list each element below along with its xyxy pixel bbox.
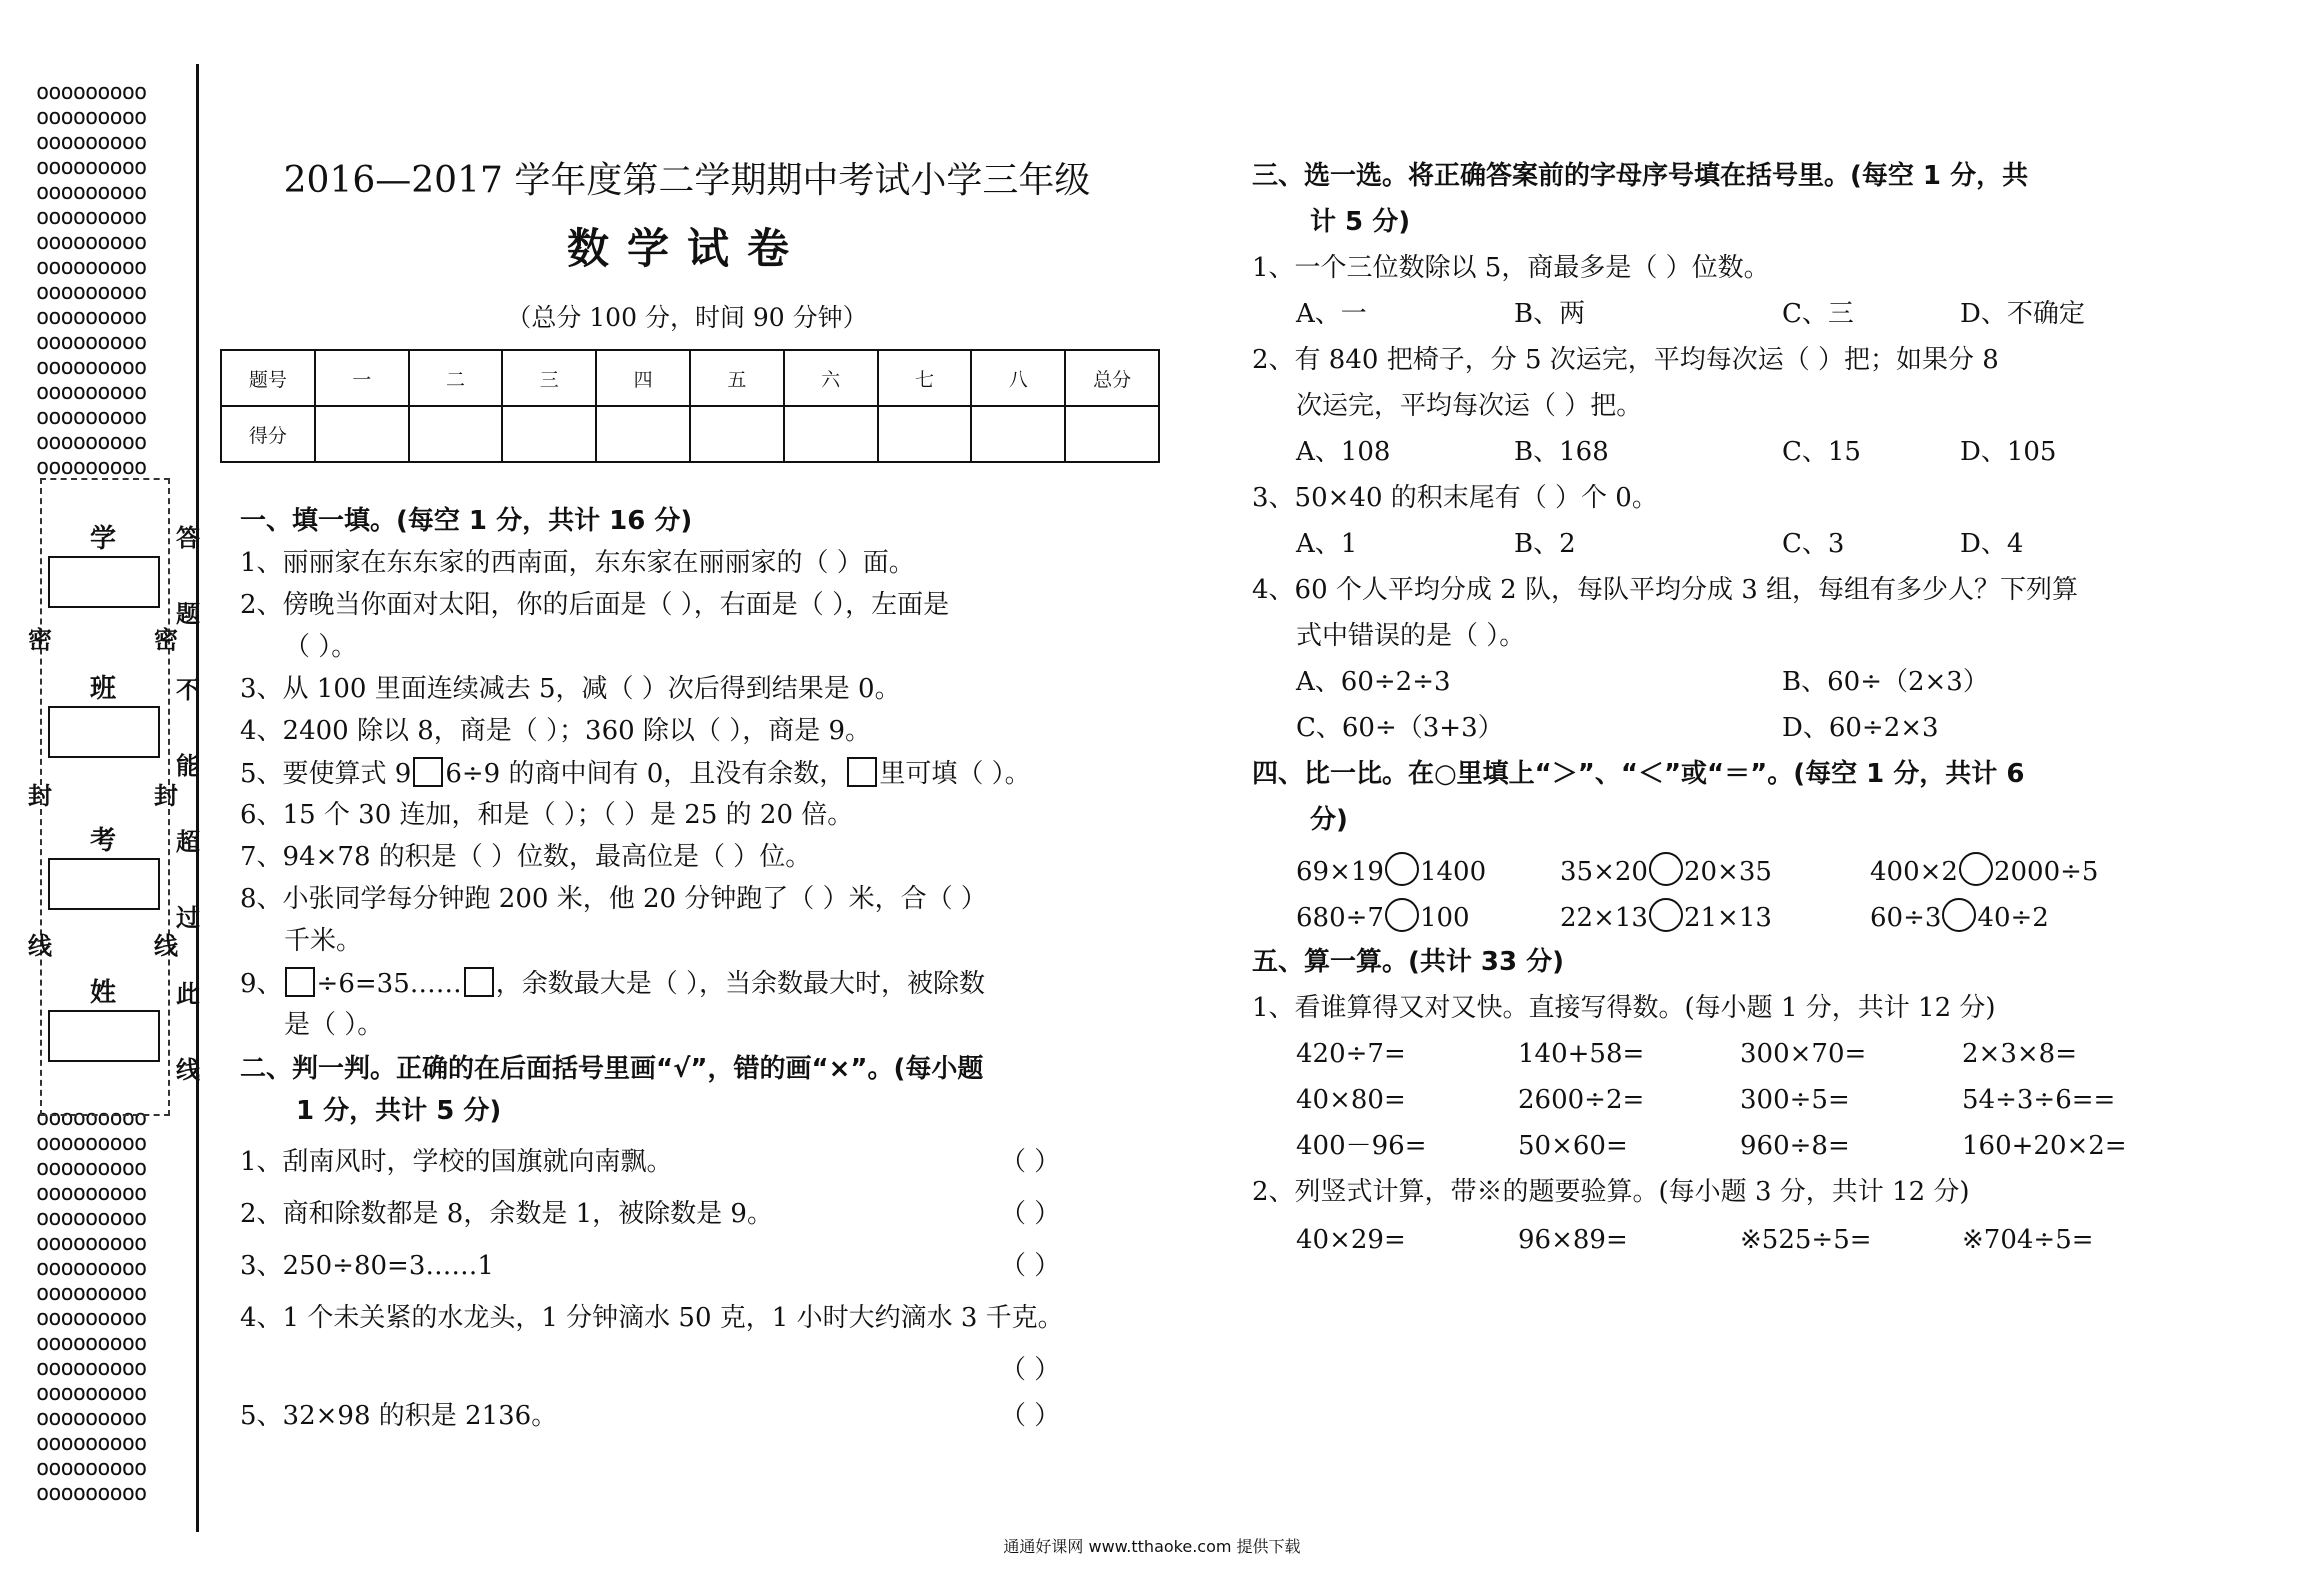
option-a[interactable]: A、1 (1296, 529, 1358, 559)
question-5-1: 1、看谁算得又对又快。直接写得数。(每小题 1 分，共计 12 分) (1252, 993, 1996, 1023)
question-3-2: 2、有 840 把椅子，分 5 次运完，平均每次运（ ）把；如果分 8 (1252, 345, 1999, 375)
label-name: 姓 (89, 978, 116, 1008)
circle-row: ooooooooo (36, 1181, 147, 1206)
question-2-5: 5、32×98 的积是 2136。 (240, 1401, 558, 1431)
section-4-heading: 四、比一比。在○里填上“＞”、“＜”或“＝”。(每空 1 分，共计 6 (1252, 759, 2025, 789)
score-header: 总分 (1065, 350, 1159, 406)
seal-char-left-3: 线 (28, 932, 52, 960)
seal-char-left-1: 密 (28, 626, 52, 654)
option-d[interactable]: D、60÷2×3 (1782, 713, 1939, 743)
circle-row: ooooooooo (36, 1306, 147, 1331)
label-school: 学 (89, 524, 116, 554)
score-cell[interactable] (878, 406, 972, 462)
compare-1 (1296, 852, 1486, 888)
warning-char: 不 (176, 676, 200, 704)
compare-left: 680÷7 (1296, 903, 1384, 933)
compare-left: 22×13 (1560, 903, 1648, 933)
seal-char-mid-2: 封 (154, 782, 178, 810)
score-table-score-row (221, 406, 1159, 462)
answer-paren[interactable]: （ ） (1000, 1401, 1061, 1431)
question-2-3: 3、250÷80=3……1 (240, 1251, 494, 1281)
circle-row: ooooooooo (36, 105, 147, 130)
circle-row: ooooooooo (36, 1281, 147, 1306)
circle-row: ooooooooo (36, 455, 147, 480)
score-table (220, 349, 1160, 463)
option-b[interactable]: B、168 (1514, 437, 1609, 467)
circle-row: ooooooooo (36, 1456, 147, 1481)
warning-char: 题 (176, 600, 200, 628)
compare-left: 35×20 (1560, 857, 1648, 887)
question-1-5-part-a: 5、要使算式 9 (240, 759, 412, 789)
score-header: 七 (878, 350, 972, 406)
calc-item: 140+58= (1518, 1039, 1645, 1069)
question-2-4: 4、1 个未关紧的水龙头，1 分钟滴水 50 克，1 小时大约滴水 3 千克。 (240, 1303, 1064, 1333)
score-header: 一 (315, 350, 409, 406)
compare-right: 100 (1419, 903, 1470, 933)
compare-left: 60÷3 (1870, 903, 1942, 933)
binding-circles-bottom (36, 1106, 176, 1506)
option-a[interactable]: A、60÷2÷3 (1296, 667, 1451, 697)
question-1-5-part-c: 里可填（ ）。 (879, 759, 1031, 789)
circle-row: ooooooooo (36, 155, 147, 180)
score-header: 四 (596, 350, 690, 406)
calc-item: 420÷7= (1296, 1039, 1406, 1069)
section-4-heading-cont: 分) (1310, 805, 1348, 835)
exam-note: （总分 100 分，时间 90 分钟） (506, 303, 868, 332)
question-2-1: 1、刮南风时，学校的国旗就向南飘。 (240, 1147, 673, 1177)
score-header: 二 (409, 350, 503, 406)
circle-row: ooooooooo (36, 1431, 147, 1456)
compare-right: 2000÷5 (1993, 857, 2099, 887)
score-header: 五 (690, 350, 784, 406)
warning-char: 答 (176, 524, 200, 552)
compare-left: 400×2 (1870, 857, 1958, 887)
compare-circle[interactable] (1942, 898, 1976, 932)
footer-text: 通通好课网 www.tthaoke.com 提供下载 (1003, 1537, 1301, 1556)
option-d[interactable]: D、不确定 (1960, 299, 2085, 329)
score-cell[interactable] (409, 406, 503, 462)
seal-char-left-2: 封 (28, 782, 52, 810)
section-2-heading-cont: 1 分，共计 5 分) (296, 1096, 502, 1126)
compare-circle[interactable] (1959, 852, 1993, 886)
circle-row: ooooooooo (36, 1481, 147, 1506)
compare-left: 69×19 (1296, 857, 1384, 887)
seal-char-mid-3: 线 (154, 932, 178, 960)
circle-row: ooooooooo (36, 1131, 147, 1156)
circle-row: ooooooooo (36, 1106, 147, 1131)
circle-row: ooooooooo (36, 1156, 147, 1181)
compare-6 (1870, 898, 2049, 934)
circle-row: ooooooooo (36, 80, 147, 105)
section-3-heading: 三、选一选。将正确答案前的字母序号填在括号里。(每空 1 分，共 (1252, 161, 2029, 191)
option-b[interactable]: B、2 (1514, 529, 1576, 559)
circle-row: ooooooooo (36, 255, 147, 280)
compare-5 (1560, 898, 1772, 934)
option-a[interactable]: A、108 (1296, 437, 1391, 467)
section-2-heading: 二、判一判。正确的在后面括号里画“√”，错的画“×”。(每小题 (240, 1054, 984, 1084)
calc-item: 160+20×2= (1962, 1131, 2127, 1161)
question-3-4: 4、60 个人平均分成 2 队，每队平均分成 3 组，每组有多少人？下列算 (1252, 575, 2079, 605)
option-b[interactable]: B、60÷（2×3） (1782, 667, 1989, 697)
warning-char: 过 (176, 904, 200, 932)
score-row-label: 得分 (221, 406, 315, 462)
compare-4 (1296, 898, 1470, 934)
question-1-4: 4、2400 除以 8，商是（ ）；360 除以（ ），商是 9。 (240, 716, 872, 746)
question-1-5-part-b: 6÷9 的商中间有 0，且没有余数， (445, 759, 846, 789)
circle-row: ooooooooo (36, 1256, 147, 1281)
calc-item: 40×80= (1296, 1085, 1406, 1115)
circle-row: ooooooooo (36, 180, 147, 205)
question-1-9-part-b: ÷6=35…… (316, 969, 462, 999)
calc-item: 2600÷2= (1518, 1085, 1645, 1115)
section-1-heading: 一、填一填。(每空 1 分，共计 16 分) (240, 506, 693, 536)
question-3-4-cont: 式中错误的是（ ）。 (1296, 621, 1526, 651)
option-c[interactable]: C、60÷（3+3） (1296, 713, 1504, 743)
question-3-2-cont: 次运完，平均每次运（ ）把。 (1296, 391, 1643, 421)
score-cell[interactable] (596, 406, 690, 462)
score-header: 八 (971, 350, 1065, 406)
question-3-1: 1、一个三位数除以 5，商最多是（ ）位数。 (1252, 253, 1770, 283)
compare-circle[interactable] (1649, 898, 1683, 932)
compare-2 (1560, 852, 1772, 888)
answer-paren[interactable]: （ ） (1000, 1199, 1061, 1229)
circle-row: ooooooooo (36, 1381, 147, 1406)
seal-char-mid-1: 密 (154, 626, 178, 654)
question-1-9-part-a: 9、 (240, 969, 283, 999)
calc-item: 54÷3÷6== (1962, 1085, 2116, 1115)
question-5-2: 2、列竖式计算，带※的题要验算。(每小题 3 分，共计 12 分) (1252, 1177, 1970, 1207)
circle-row: ooooooooo (36, 330, 147, 355)
circle-row: ooooooooo (36, 1356, 147, 1381)
warning-vertical-text (176, 500, 202, 1108)
option-d[interactable]: D、105 (1960, 437, 2057, 467)
school-field[interactable] (48, 556, 160, 608)
question-1-9-part-c: ，余数最大是（ ），当余数最大时，被除数 (495, 969, 986, 999)
question-1-2-cont: （ ）。 (284, 632, 358, 662)
circle-row: ooooooooo (36, 280, 147, 305)
option-c[interactable]: C、3 (1782, 529, 1845, 559)
label-exam-number: 考 (89, 826, 116, 856)
answer-paren[interactable]: （ ） (1000, 1355, 1061, 1385)
class-field[interactable] (48, 706, 160, 758)
section-5-heading: 五、算一算。(共计 33 分) (1252, 947, 1565, 977)
question-1-1: 1、丽丽家在东东家的西南面，东东家在丽丽家的（ ）面。 (240, 548, 915, 578)
circle-row: ooooooooo (36, 1331, 147, 1356)
calc-item: 960÷8= (1740, 1131, 1850, 1161)
circle-row: ooooooooo (36, 205, 147, 230)
circle-row: ooooooooo (36, 380, 147, 405)
question-1-9 (240, 967, 985, 1000)
circle-row: ooooooooo (36, 355, 147, 380)
circle-row: ooooooooo (36, 405, 147, 430)
answer-box[interactable] (847, 757, 877, 787)
label-class: 班 (89, 674, 116, 704)
option-d[interactable]: D、4 (1960, 529, 2024, 559)
score-cell[interactable] (315, 406, 409, 462)
question-1-8: 8、小张同学每分钟跑 200 米，他 20 分钟跑了（ ）米，合（ ） (240, 884, 987, 914)
compare-circle[interactable] (1385, 852, 1419, 886)
warning-char: 此 (176, 980, 200, 1008)
score-cell[interactable] (502, 406, 596, 462)
compare-circle[interactable] (1385, 898, 1419, 932)
circle-row: ooooooooo (36, 130, 147, 155)
question-1-3: 3、从 100 里面连续减去 5，减（ ）次后得到结果是 0。 (240, 674, 901, 704)
question-1-9-cont: 是（ ）。 (284, 1010, 384, 1040)
calc-item: 300×70= (1740, 1039, 1867, 1069)
option-c[interactable]: C、三 (1782, 299, 1854, 329)
answer-box[interactable] (285, 967, 315, 997)
question-1-2: 2、傍晚当你面对太阳，你的后面是（ ），右面是（ ），左面是 (240, 590, 950, 620)
score-header: 六 (784, 350, 878, 406)
score-cell[interactable] (971, 406, 1065, 462)
exam-title: 2016—2017 学年度第二学期期中考试小学三年级 (283, 160, 1091, 201)
exam-number-field[interactable] (48, 858, 160, 910)
circle-row: ooooooooo (36, 430, 147, 455)
question-1-5 (240, 757, 1031, 790)
question-1-6: 6、15 个 30 连加，和是（ ）；（ ）是 25 的 20 倍。 (240, 800, 854, 830)
calc-item: 50×60= (1518, 1131, 1628, 1161)
compare-right: 1400 (1419, 857, 1487, 887)
score-cell[interactable] (1065, 406, 1159, 462)
circle-row: ooooooooo (36, 1231, 147, 1256)
question-1-7: 7、94×78 的积是（ ）位数，最高位是（ ）位。 (240, 842, 812, 872)
answer-box[interactable] (413, 757, 443, 787)
binding-circles-top (36, 80, 176, 480)
answer-paren[interactable]: （ ） (1000, 1251, 1061, 1281)
warning-char: 线 (176, 1056, 200, 1084)
answer-paren[interactable]: （ ） (1000, 1147, 1061, 1177)
score-cell[interactable] (784, 406, 878, 462)
calc-item: ※704÷5= (1962, 1225, 2094, 1255)
circle-row: ooooooooo (36, 1206, 147, 1231)
option-c[interactable]: C、15 (1782, 437, 1861, 467)
calc-item: ※525÷5= (1740, 1225, 1872, 1255)
compare-right: 21×13 (1683, 903, 1772, 933)
warning-char: 能 (176, 752, 200, 780)
compare-right: 40÷2 (1977, 903, 2049, 933)
circle-row: ooooooooo (36, 305, 147, 330)
score-header: 三 (502, 350, 596, 406)
calc-item: 400－96= (1296, 1131, 1427, 1161)
question-2-2: 2、商和除数都是 8，余数是 1，被除数是 9。 (240, 1199, 773, 1229)
score-cell[interactable] (690, 406, 784, 462)
calc-item: 40×29= (1296, 1225, 1406, 1255)
answer-box[interactable] (464, 967, 494, 997)
name-field[interactable] (48, 1010, 160, 1062)
calc-item: 96×89= (1518, 1225, 1628, 1255)
section-3-heading-cont: 计 5 分) (1310, 207, 1411, 237)
calc-item: 300÷5= (1740, 1085, 1850, 1115)
calc-item: 2×3×8= (1962, 1039, 2077, 1069)
question-1-8-cont: 千米。 (284, 926, 363, 956)
compare-right: 20×35 (1683, 857, 1772, 887)
compare-circle[interactable] (1649, 852, 1683, 886)
compare-3 (1870, 852, 2098, 888)
score-table-header-row (221, 350, 1159, 406)
question-3-3: 3、50×40 的积末尾有（ ）个 0。 (1252, 483, 1658, 513)
circle-row: ooooooooo (36, 230, 147, 255)
subject-title: 数学试卷 (566, 224, 807, 273)
score-header: 题号 (221, 350, 315, 406)
warning-char: 超 (176, 828, 200, 856)
option-b[interactable]: B、两 (1514, 299, 1586, 329)
option-a[interactable]: A、一 (1296, 299, 1367, 329)
circle-row: ooooooooo (36, 1406, 147, 1431)
